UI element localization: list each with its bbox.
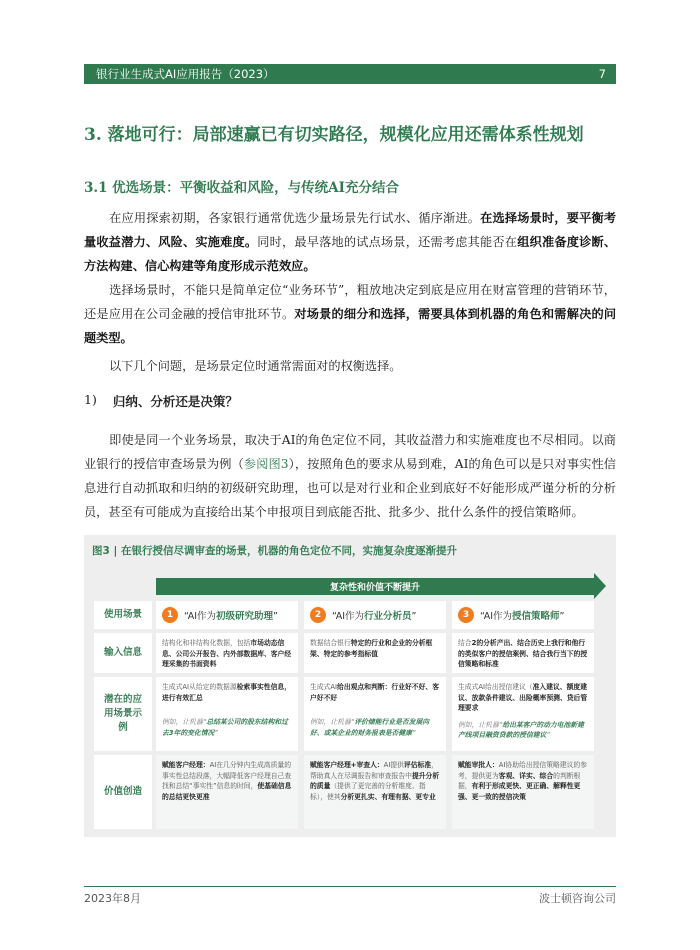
- paragraph-4: [84, 428, 616, 524]
- question-text: 归纳、分析还是决策？: [112, 394, 238, 409]
- chapter-title: 3. 落地可行：局部速赢已有切实路径，规模化应用还需体系性规划: [84, 125, 584, 145]
- footer-company: 波士顿咨询公司: [539, 892, 616, 905]
- p2-bold-1: 对场景的细分和选择，需要具体到机器的角色和需解决的问题类型。: [84, 307, 617, 345]
- scenario-example: 例如，让机器“评价储能行业是否发展向好、或某企业的财务报表是否健康”: [310, 718, 430, 737]
- role-credit-strategist: [452, 601, 594, 629]
- input-cell-1: 结构化和非结构化数据，包括市场动态信息、公司公开报告、内外部数据库、客户经理采集的书面资料: [156, 633, 298, 673]
- p1-bold-1: 在选择场景时，要平衡考量收益潜力、风险、实施难度。: [84, 211, 617, 249]
- step-number-badge: 1: [162, 607, 178, 623]
- value-cell-1: 赋能客户经理：AI在几分钟内生成高质量的事实性总结段落，大幅降低客户经理自己查找和总结“事实性”信息的时间，使基础信息的总结更快更准: [156, 755, 298, 829]
- p1-bold-2: 组织准备度诊断、方法构建、信心构建等角度形成示范效应。: [84, 235, 617, 273]
- row-label-roles: 使用场景: [94, 601, 152, 629]
- row-label-value: 价值创造: [94, 755, 152, 829]
- role-label: “AI作为初级研究助理”: [184, 611, 278, 622]
- scenario-example: 例如，让机器“总结某公司的股东结构和过去3年的变化情况”: [162, 718, 288, 737]
- input-cell-3: 结合2的分析产出、结合历史上我行和他行的类似客户的授信案例、结合我行当下的授信策略和标准: [452, 633, 594, 673]
- p4-text-2: ），按照角色的要求从易到难，AI的角色可以是只对事实性信息进行自动抓取和归纳的初级研究助理，也可以是对行业和企业到底好不好能形成严谨分析的分析员，甚至有可能成为直接给出某个申报项目到底能否批、批多少、批什么条件的授信策略师。: [84, 457, 616, 519]
- p4-text-1: 即使是同一个业务场景，取决于AI的角色定位不同，其收益潜力和实施难度也不尽相同。以商业银行的授信审查场景为例（: [84, 433, 616, 471]
- page-number: 7: [598, 67, 606, 81]
- paragraph-2: [84, 278, 616, 350]
- report-title: 银行业生成式AI应用报告（2023）: [96, 67, 275, 81]
- figure-title: 图3 | 在银行授信尽调审查的场景，机器的角色定位不同，实施复杂度逐渐提升: [92, 545, 457, 557]
- scenario-cell-2: 生成式AI给出观点和判断：行业好不好、客户好不好 例如，让机器“评价储能行业是否发展向好、或某企业的财务报表是否健康”: [304, 677, 446, 751]
- value-cell-2: 赋能客户经理+审查人：AI提供评估标准，帮助真人在尽调报告和审查报告中提升分析的质量（提供了更完善的分析维度、指标），使其分析更扎实、有理有据、更专业: [304, 755, 446, 829]
- role-label: “AI作为行业分析员”: [332, 611, 417, 622]
- step-number-badge: 3: [458, 607, 474, 623]
- role-junior-research-assistant: [156, 601, 298, 629]
- role-industry-analyst: [304, 601, 446, 629]
- paragraph-1: [84, 206, 616, 278]
- input-cell-2: 数据结合银行特定的行业和企业的分析框架、特定的参考指标值: [304, 633, 446, 673]
- footer-date: 2023年8月: [84, 892, 141, 905]
- scenario-cell-1: 生成式AI从给定的数据源检索事实性信息，进行有效汇总 例如，让机器“总结某公司的股东结构和过去3年的变化情况”: [156, 677, 298, 751]
- header-bar: [84, 64, 616, 84]
- p1-text-2: 同时，最早落地的试点场景，还需考虑其能否在: [257, 235, 518, 249]
- p3-text-1: 以下几个问题，是场景定位时通常需面对的权衡选择。: [109, 359, 402, 373]
- paragraph-3: [84, 354, 616, 378]
- row-label-scenarios: 潜在的应用场景示例: [94, 677, 152, 751]
- question-heading: [84, 392, 238, 410]
- p1-text-1: 在应用探索初期，各家银行通常优选少量场景先行试水、循序渐进。: [109, 211, 481, 225]
- value-cell-3: 赋能审批人：AI协助给出授信策略建议的参考，提供更为客观、详实、综合的判断根据，有利于形成更快、更正确、解释性更强、更一致的授信决策: [452, 755, 594, 829]
- scenario-cell-3: 生成式AI给出授信建议（准入建议、额度建议、放款条件建议、出险概率预测、贷后管理要求 例如，让机器“给出某客户的动力电池新建产线项目融资贷款的授信建议”: [452, 677, 594, 751]
- arrow-right-icon: [594, 573, 606, 599]
- section-title: 3.1 优选场景：平衡收益和风险，与传统AI充分结合: [84, 180, 399, 196]
- question-number: 1): [84, 392, 97, 407]
- figure-3: [84, 535, 616, 837]
- footer-divider: [84, 886, 616, 887]
- row-label-inputs: 输入信息: [94, 633, 152, 673]
- complexity-banner: 复杂性和价值不断提升: [156, 578, 594, 595]
- step-number-badge: 2: [310, 607, 326, 623]
- p2-text-1: 选择场景时，不能只是简单定位“业务环节”，粗放地决定到底是应用在财富管理的营销环节，还是应用在公司金融的授信审批环节。: [84, 283, 616, 321]
- scenario-example: 例如，让机器“给出某客户的动力电池新建产线项目融资贷款的授信建议”: [458, 720, 584, 739]
- role-label: “AI作为授信策略师”: [480, 611, 565, 622]
- figure-reference-link[interactable]: 参阅图3: [243, 457, 289, 471]
